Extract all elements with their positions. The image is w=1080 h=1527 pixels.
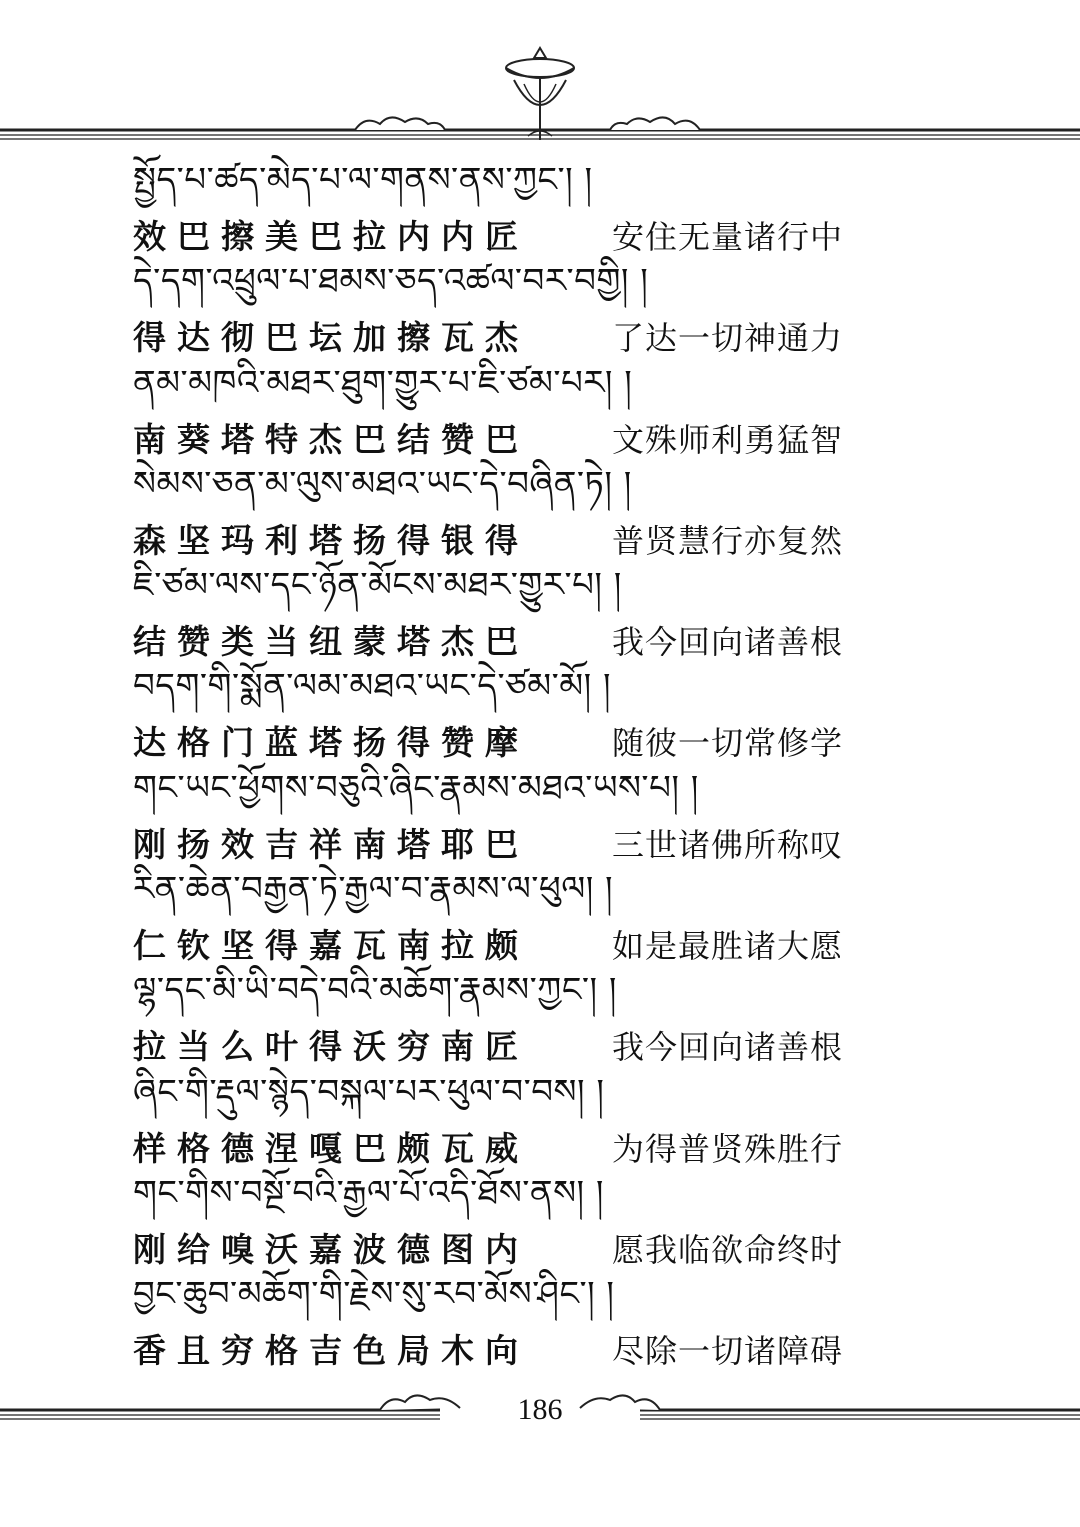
chinese-line: 我今回向诸善根 [612,623,844,662]
cloud-ornament-right-icon [605,110,705,136]
tibetan-line: ལྷ་དང་མི་ཡི་བདེ་བའི་མཆོག་རྣམས་ཀྱང་། ། [133,970,617,1011]
transliteration-line: 达格门蓝塔扬得赞摩 [133,723,529,763]
chinese-line: 随彼一切常修学 [612,724,844,763]
tibetan-line: བདག་གི་སྨོན་ལམ་མཐའ་ཡང་དེ་ཙམ་མོ། ། [133,666,611,707]
transliteration-line: 香且穷格吉色局木向 [133,1331,529,1371]
umbrella-emblem-icon [470,40,610,150]
transliteration-line: 南葵塔特杰巴结赞巴 [133,419,529,459]
tibetan-line: ཞིང་གི་རྡུལ་སྙེད་བསྐལ་པར་ཕུལ་བ་བས། ། [133,1071,605,1112]
tibetan-line: ཇི་ཙམ་ལས་དང་ཉོན་མོངས་མཐར་གྱུར་པ། ། [133,565,622,606]
verse [0,758,1080,864]
tibetan-line: གང་ཡང་ཕྱོགས་བཅུའི་ཞིང་རྣམས་མཐའ་ཡས་པ། ། [133,767,699,808]
tibetan-line: སེམས་ཅན་མ་ལུས་མཐའ་ཡང་དེ་བཞིན་ཏེ། ། [133,463,632,504]
transliteration-line: 森坚玛利塔扬得银得 [133,520,529,560]
tibetan-line: རིན་ཆེན་བརྒྱན་ཏེ་རྒྱལ་བ་རྣམས་ལ་ཕུལ། ། [133,869,614,910]
verse [0,454,1080,560]
verse [0,960,1080,1067]
chinese-line: 安住无量诸行中 [612,218,844,256]
chinese-line: 我今回向诸善根 [612,1028,844,1067]
tibetan-line: བྱང་ཆུབ་མཆོག་གི་རྗེས་སུ་རབ་མོས་ཤིང་། ། [133,1274,615,1315]
chinese-line: 了达一切神通力 [612,319,844,358]
verse [0,859,1080,966]
transliteration-line: 样格德涅嘎巴颇瓦威 [133,1128,529,1168]
transliteration-line: 拉当么叶得沃穷南匠 [133,1027,529,1067]
verse [0,656,1080,763]
chinese-line: 如是最胜诸大愿 [612,927,844,966]
cloud-ornament-left-icon [350,110,450,136]
page-number: 186 [517,1393,563,1426]
verse [0,150,1080,256]
chinese-line: 普贤慧行亦复然 [612,521,844,560]
transliteration-line: 结赞类当纽蒙塔杰巴 [133,622,529,662]
chinese-line: 三世诸佛所称叹 [612,825,844,864]
verse [0,251,1080,358]
transliteration-line: 效巴擦美巴拉内内匠 [133,217,529,256]
transliteration-line: 仁钦坚得嘉瓦南拉颇 [133,926,529,966]
verse [0,353,1080,459]
verse [0,555,1080,662]
transliteration-line: 刚给嗅沃嘉波德图内 [133,1229,529,1269]
chinese-line: 文殊师利勇猛智 [612,420,844,459]
chinese-line: 为得普贤殊胜行 [612,1129,844,1168]
tibetan-line: ནམ་མཁའི་མཐར་ཐུག་གྱུར་པ་ཇི་ཙམ་པར། ། [133,362,633,403]
transliteration-line: 得达彻巴坛加擦瓦杰 [133,318,529,358]
verse [0,1163,1080,1269]
verse-list [0,150,1080,1371]
tibetan-line: སྤྱོད་པ་ཚད་མེད་པ་ལ་གནས་ནས་ཀྱང་། ། [133,160,593,200]
verse [0,1062,1080,1168]
transliteration-line: 刚扬效吉祥南塔耶巴 [133,824,529,864]
verse [0,1264,1080,1371]
chinese-line: 尽除一切诸障碍 [612,1332,844,1371]
tibetan-line: གང་གིས་བསྔོ་བའི་རྒྱལ་པོ་འདི་ཐོས་ནས། ། [133,1172,604,1213]
tibetan-line: དེ་དག་འཕྲུལ་པ་ཐམས་ཅད་འཚལ་བར་བགྱི། ། [133,261,649,302]
chinese-line: 愿我临欲命终时 [612,1230,844,1269]
